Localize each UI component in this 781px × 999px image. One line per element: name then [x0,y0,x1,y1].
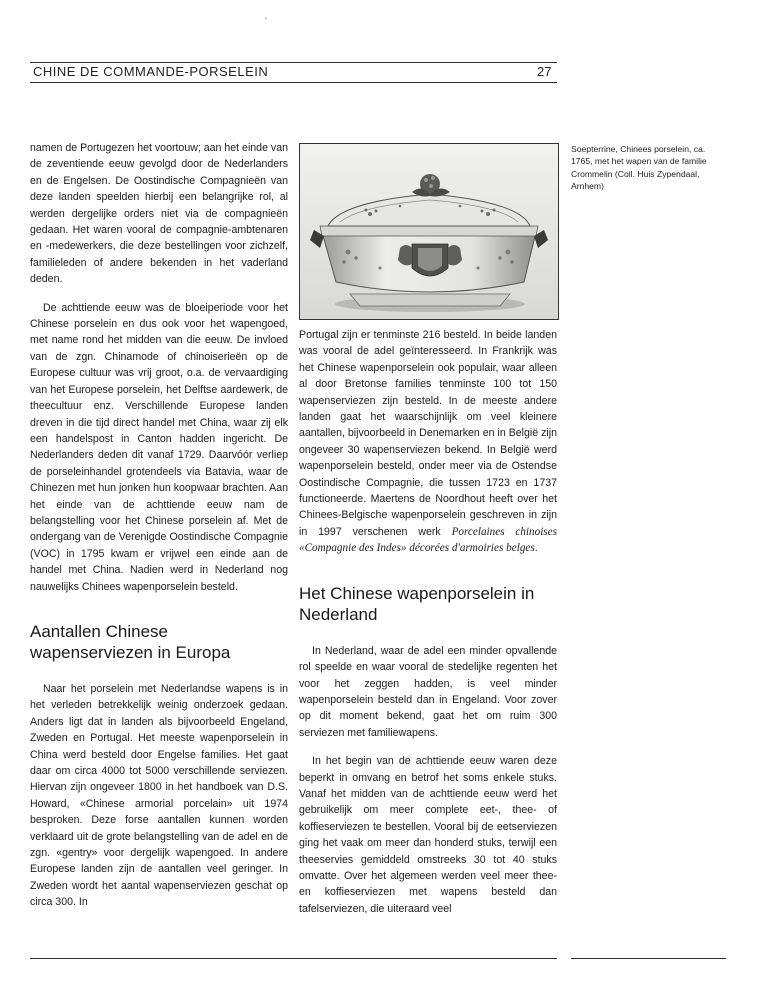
book-title: Porcelaines chinoises «Compagnie des Indes» décorées d'armoiries belges [299,525,557,555]
figure-caption: Soepterrine, Chinees porselein, ca. 1765, met het wapen van de familie Crommelin (Coll. Huis Zypendaal, Arnhem) [571,144,707,192]
section-heading: Het Chinese wapenporselein in Nederland [299,583,535,624]
paragraph: In het begin van de achttiende eeuw waren deze beperkt in omvang en betrof het soms enkele stuks. Vanaf het midden van de achttiende eeuw werd het gebruikelijk om meer complete eet-, thee- of koffieserviezen te bestellen. Vooral bij de eetserviezen ging het vaak om meer dan honderd stuks, terwijl een theeservies gemiddeld omstreeks 30 tot 40 stuks omvatte. Over het algemeen werden veel meer thee- en koffieserviezen met wapens besteld dan tafelserviezen, die uiteraard veel [299,755,557,915]
page-number: 27 [537,64,552,79]
header-rule-bottom [30,82,557,83]
paragraph: In Nederland, waar de adel een minder opvallende rol speelde en waar vooral de stedelijke regenten het voor het zeggen hadden, is veel minder wapenporselein besteld dan in Engeland. Voor zover op dit moment bekend, gaat het om ruim 300 serviezen met familiewapens. [299,644,557,739]
running-title: CHINE DE COMMANDE-PORSELEIN [33,64,269,79]
soup-tureen-illustration [300,144,558,319]
right-column [299,327,557,917]
paragraph: Naar het porselein met Nederlandse wapens is in het verleden betrekkelijk weinig onderzoek gedaan. Anders ligt dat in landen als bijvoorbeeld Engeland, Zweden en Portugal. Het meeste wapenporselein in China werd besteld door Engelse families. Het gaat daar om circa 4000 tot 5000 verschillende serviezen. Hiervan zijn ongeveer 1800 in het handboek van D.S. Howard, «Chinese armorial porcelain» uit 1974 besproken. Deze forse aantallen kunnen worden verklaard uit de grote belangstelling van de adel en de zgn. «gentry» voor dergelijk wapengoed. In andere Europese landen zijn de aantallen veel geringer. In Zweden wordt het aantal wapenserviezen geschat op circa 300. In [30,682,288,909]
paragraph: namen de Portugezen het voortouw; aan het einde van de zeventiende eeuw gevolgd door de Nederlanders en de Engelsen. De Oostindische Compagnieën van deze landen speelden hierbij een belangrijke rol, al werden dergelijke orders niet via de compagnieën gedaan. Het waren vooral de compagnie-ambtenaren en -medewerkers, die deze bestellingen voor zichzelf, familieleden of andere bekenden in het vaderland deden. [30,142,288,286]
scan-speck: ' [265,16,267,26]
paragraph: De achttiende eeuw was de bloeiperiode voor het Chinese porselein en dus ook voor het wapengoed, met name rond het midden van die eeuw. De invloed van de zgn. Chinamode of chinoiserieën op de Europese cultuur was vrij groot, o.a. de vervaardiging van het Europese porselein, het Delftse aardewerk, de theecultuur enz. Verschillende Europese landen dreven in die tijd direct handel met China, waar zij elk een handelspost in Canton hadden ingericht. De Nederlanders deden dit vanaf 1729. Daarvóór verliep de porseleinhandel grotendeels via Batavia, waar de Chinezen met hun jonken hun koopwaar brachten. Aan het einde van de achttiende eeuw nam de belangstelling voor het Chinese porselein af. Met de ondergang van de Verenigde Oostindische Compagnie (VOC) in 1795 kwam er vrijwel een einde aan de handel met China. Nadien werd in Nederland nog nauwelijks Chinees wapenporselein besteld. [30,301,288,593]
header-rule-top [30,62,557,63]
footer-rule [30,958,557,959]
section-heading: Aantallen Chinese wapenserviezen in Europa [30,621,231,662]
paragraph-end: . [534,542,538,555]
paragraph-text: Portugal zijn er tenminste 216 besteld. In beide landen was vooral de adel geïnteresseerd. In Frankrijk was het Chinese wapenporselein ook populair, waar alleen al door Bretonse families tenminste 100 tot 150 wapenserviezen zijn besteld. In de meeste andere landen gaat het waarschijnlijk om veel kleinere aantallen, bijvoorbeeld in Denemarken en in België zijn ongeveer 30 wapenserviezen bekend. In België werd wapenporselein besteld, onder meer via de Ostendse Oostindische Compagnie, die tussen 1723 en 1737 functioneerde. Maertens de Noordhout heeft over het Chinees-Belgische wapenporselein geschreven in zijn in 1997 verschenen werk [299,329,557,538]
tureen-photo [299,143,559,320]
left-column [30,140,288,911]
paragraph [299,327,557,557]
footer-rule-margin [571,958,726,959]
